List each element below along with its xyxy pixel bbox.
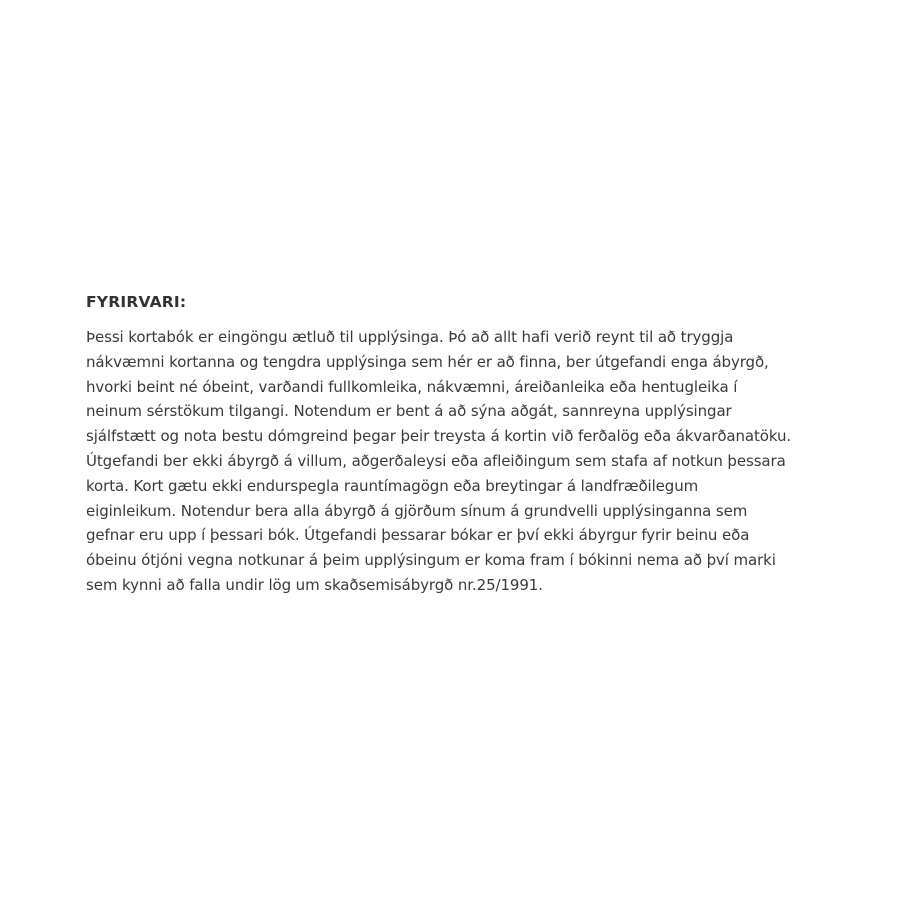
disclaimer-line: korta. Kort gætu ekki endurspegla rauntímagögn eða breytingar á landfræðilegum — [86, 476, 699, 495]
disclaimer-line: nákvæmni kortanna og tengdra upplýsinga sem hér er að finna, ber útgefandi enga ábyrgð, — [86, 352, 769, 371]
disclaimer-line: eiginleikum. Notendur bera alla ábyrgð á gjörðum sínum á grundvelli upplýsinganna sem — [86, 501, 748, 520]
disclaimer-line: gefnar eru upp í þessari bók. Útgefandi þessarar bókar er því ekki ábyrgur fyrir beinu eða — [86, 526, 750, 545]
disclaimer-line: neinum sérstökum tilgangi. Notendum er bent á að sýna aðgát, sannreyna upplýsingar — [86, 402, 732, 421]
disclaimer-line: hvorki beint né óbeint, varðandi fullkomleika, nákvæmni, áreiðanleika eða hentugleika í — [86, 377, 738, 396]
disclaimer-line: Þessi kortabók er eingöngu ætluð til upplýsinga. Þó að allt hafi verið reynt til að tryggja — [86, 328, 734, 346]
disclaimer-line: sjálfstætt og nota bestu dómgreind þegar þeir treysta á kortin við ferðalög eða ákvarðanatöku. — [86, 427, 792, 446]
disclaimer-title: FYRIRVARI: — [86, 293, 187, 311]
disclaimer-body — [86, 325, 821, 598]
disclaimer-line: Útgefandi ber ekki ábyrgð á villum, aðgerðaleysi eða afleiðingum sem stafa af notkun þessara — [86, 451, 786, 470]
disclaimer-line: óbeinu ótjóni vegna notkunar á þeim upplýsingum er koma fram í bókinni nema að því marki — [86, 551, 776, 570]
disclaimer-line: sem kynni að falla undir lög um skaðsemisábyrgð nr.25/1991. — [86, 575, 543, 594]
disclaimer-section — [86, 290, 821, 598]
